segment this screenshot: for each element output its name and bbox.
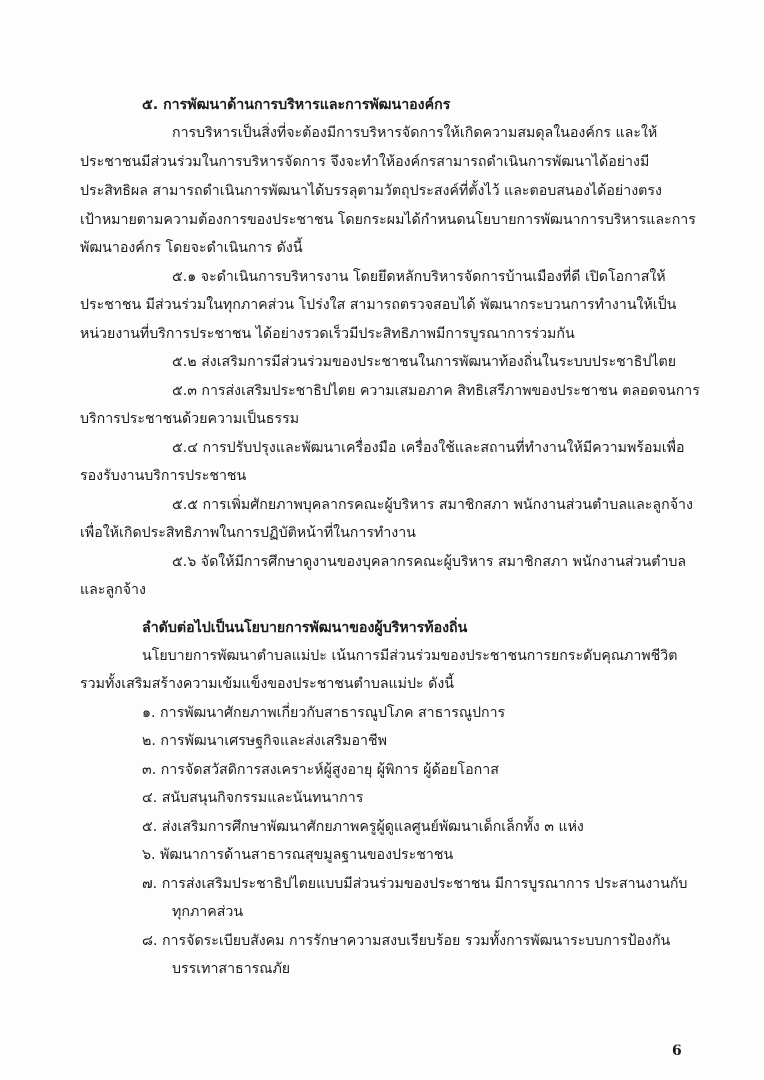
section-5-intro-line: ประชาชนมีส่วนร่วมในการบริหารจัดการ จึงจะทำให้องค์กรสามารถดำเนินการพัฒนาได้อย่างมี <box>80 154 650 170</box>
policy-list-item-continuation: ทุกภาคส่วน <box>172 904 244 920</box>
item-5-1-line: หน่วยงานที่บริการประชาชน ได้อย่างรวดเร็วมีประสิทธิภาพมีการบูรณาการร่วมกัน <box>80 326 575 342</box>
item-5-4-line: รองรับงานบริการประชาชน <box>80 468 247 484</box>
policy-list-item: ๑. การพัฒนาศักยภาพเกี่ยวกับสาธารณูปโภค สาธารณูปการ <box>142 705 506 721</box>
item-5-6-line: และลูกจ้าง <box>80 582 146 598</box>
item-5-1-line: ประชาชน มีส่วนร่วมในทุกภาคส่วน โปร่งใส สามารถตรวจสอบได้ พัฒนากระบวนการทำงานให้เป็น <box>80 297 677 313</box>
policy-list-item: ๒. การพัฒนาเศรษฐกิจและส่งเสริมอาชีพ <box>142 733 387 749</box>
item-5-3-line: บริการประชาชนด้วยความเป็นธรรม <box>80 411 300 427</box>
item-5-3-line: ๕.๓ การส่งเสริมประชาธิปไตย ความเสมอภาค สิทธิเสรีภาพของประชาชน ตลอดจนการ <box>172 383 700 399</box>
local-policy-heading: ลำดับต่อไปเป็นนโยบายการพัฒนาของผู้บริหารท้องถิ่น <box>142 620 468 636</box>
local-policy-intro-line: รวมทั้งเสริมสร้างความเข้มแข็งของประชาชนตำบลแม่ปะ ดังนี้ <box>80 676 454 692</box>
item-5-2-line: ๕.๒ ส่งเสริมการมีส่วนร่วมของประชาชนในการพัฒนาท้องถิ่นในระบบประชาธิปไตย <box>172 354 677 370</box>
item-5-4-line: ๕.๔ การปรับปรุงและพัฒนาเครื่องมือ เครื่องใช้และสถานที่ทำงานให้มีความพร้อมเพื่อ <box>172 440 685 456</box>
page-number: 6 <box>672 1043 682 1059</box>
item-5-5-line: ๕.๕ การเพิ่มศักยภาพบุคลากรคณะผู้บริหาร สมาชิกสภา พนักงานส่วนตำบลและลูกจ้าง <box>172 497 693 513</box>
policy-list-item-continuation: บรรเทาสาธารณภัย <box>172 961 291 977</box>
section-5-intro-line: เป้าหมายตามความต้องการของประชาชน โดยกระผมได้กำหนดนโยบายการพัฒนาการบริหารและการ <box>80 212 696 228</box>
section-5-heading: ๕. การพัฒนาด้านการบริหารและการพัฒนาองค์กร <box>142 97 451 113</box>
policy-list-item: ๓. การจัดสวัสดิการสงเคราะห์ผู้สูงอายุ ผู้พิการ ผู้ด้อยโอกาส <box>142 762 499 778</box>
policy-list-item: ๔. สนับสนุนกิจกรรมและนันทนาการ <box>142 790 364 806</box>
policy-list-item: ๖. พัฒนาการด้านสาธารณสุขมูลฐานของประชาชน <box>142 847 454 863</box>
local-policy-intro-line: นโยบายการพัฒนาตำบลแม่ปะ เน้นการมีส่วนร่วมของประชาชนการยกระดับคุณภาพชีวิต <box>142 648 678 664</box>
section-5-intro-line: การบริหารเป็นสิ่งที่จะต้องมีการบริหารจัดการให้เกิดความสมดุลในองค์กร และให้ <box>172 125 658 141</box>
policy-list-item: ๕. ส่งเสริมการศึกษาพัฒนาศักยภาพครูผู้ดูแลศูนย์พัฒนาเด็กเล็กทั้ง ๓ แห่ง <box>142 819 584 835</box>
section-5-intro-line: ประสิทธิผล สามารถดำเนินการพัฒนาได้บรรลุตามวัตถุประสงค์ที่ตั้งไว้ และตอบสนองได้อย่างตรง <box>80 183 662 199</box>
policy-list-item: ๘. การจัดระเบียบสังคม การรักษาความสงบเรียบร้อย รวมทั้งการพัฒนาระบบการป้องกัน <box>142 933 671 949</box>
item-5-1-line: ๕.๑ จะดำเนินการบริหารงาน โดยยึดหลักบริหารจัดการบ้านเมืองที่ดี เปิดโอกาสให้ <box>172 269 666 285</box>
item-5-6-line: ๕.๖ จัดให้มีการศึกษาดูงานของบุคลากรคณะผู้บริหาร สมาชิกสภา พนักงานส่วนตำบล <box>172 554 687 570</box>
policy-list-item: ๗. การส่งเสริมประชาธิปไตยแบบมีส่วนร่วมของประชาชน มีการบูรณาการ ประสานงานกับ <box>142 876 688 892</box>
section-5-intro-line: พัฒนาองค์กร โดยจะดำเนินการ ดังนี้ <box>80 240 303 256</box>
item-5-5-line: เพื่อให้เกิดประสิทธิภาพในการปฏิบัติหน้าที่ในการทำงาน <box>80 525 416 541</box>
